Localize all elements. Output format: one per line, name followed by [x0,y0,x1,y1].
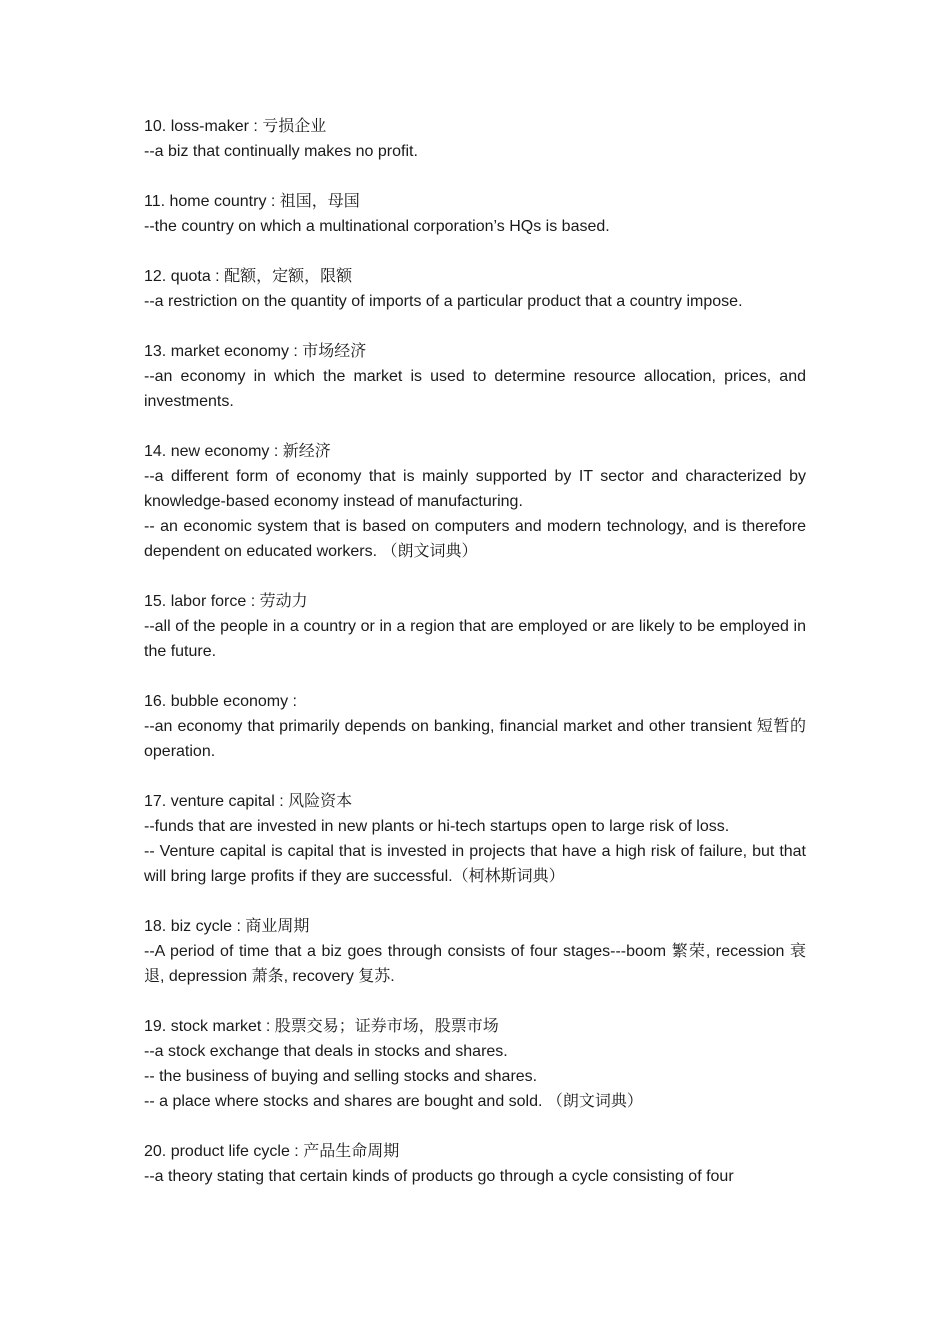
entry-heading: 19. stock market : 股票交易；证券市场，股票市场 [144,1018,499,1035]
glossary-entry [144,264,806,314]
glossary-entry [144,789,806,889]
entry-definition: -- the business of buying and selling stocks and shares. [144,1068,538,1085]
glossary-list [144,114,806,1214]
entry-definition: -- Venture capital is capital that is invested in projects that have a high risk of failure, but that will bring large profits if they are successful.（柯林斯词典） [144,843,806,885]
glossary-entry [144,689,806,764]
entry-heading: 12. quota : 配额，定额，限额 [144,268,353,285]
entry-definition: --A period of time that a biz goes through consists of four stages---boom 繁荣, recession 衰退, depression 萧条, recovery 复苏. [144,943,806,985]
glossary-entry [144,914,806,989]
entry-definition: --an economy in which the market is used to determine resource allocation, prices, and investments. [144,368,806,410]
entry-definition: --a restriction on the quantity of imports of a particular product that a country impose. [144,293,743,310]
entry-heading: 13. market economy : 市场经济 [144,343,367,360]
glossary-entry [144,589,806,664]
entry-heading: 15. labor force : 劳动力 [144,593,308,610]
glossary-entry [144,189,806,239]
glossary-entry [144,1139,806,1189]
entry-definition: -- an economic system that is based on computers and modern technology, and is therefore dependent on educated workers. （朗文词典） [144,518,806,560]
entry-definition: --funds that are invested in new plants or hi-tech startups open to large risk of loss. [144,818,730,835]
entry-heading: 16. bubble economy : [144,693,297,710]
entry-heading: 20. product life cycle : 产品生命周期 [144,1143,400,1160]
entry-heading: 11. home country : 祖国，母国 [144,193,360,210]
entry-heading: 10. loss-maker : 亏损企业 [144,118,327,135]
glossary-entry [144,439,806,564]
entry-definition: --a biz that continually makes no profit. [144,143,418,160]
entry-heading: 14. new economy : 新经济 [144,443,331,460]
glossary-entry [144,339,806,414]
glossary-entry [144,1014,806,1114]
entry-definition: --an economy that primarily depends on banking, financial market and other transient 短暂的 operation. [144,718,806,760]
entry-definition: -- a place where stocks and shares are bought and sold. （朗文词典） [144,1093,643,1110]
entry-definition: --a theory stating that certain kinds of products go through a cycle consisting of four [144,1168,734,1185]
entry-definition: --the country on which a multinational corporation’s HQs is based. [144,218,610,235]
entry-heading: 18. biz cycle : 商业周期 [144,918,310,935]
entry-definition: --all of the people in a country or in a region that are employed or are likely to be employed in the future. [144,618,806,660]
entry-heading: 17. venture capital : 风险资本 [144,793,353,810]
glossary-entry [144,114,806,164]
entry-definition: --a stock exchange that deals in stocks and shares. [144,1043,508,1060]
entry-definition: --a different form of economy that is mainly supported by IT sector and characterized by knowledge-based economy instead of manufacturing. [144,468,806,510]
